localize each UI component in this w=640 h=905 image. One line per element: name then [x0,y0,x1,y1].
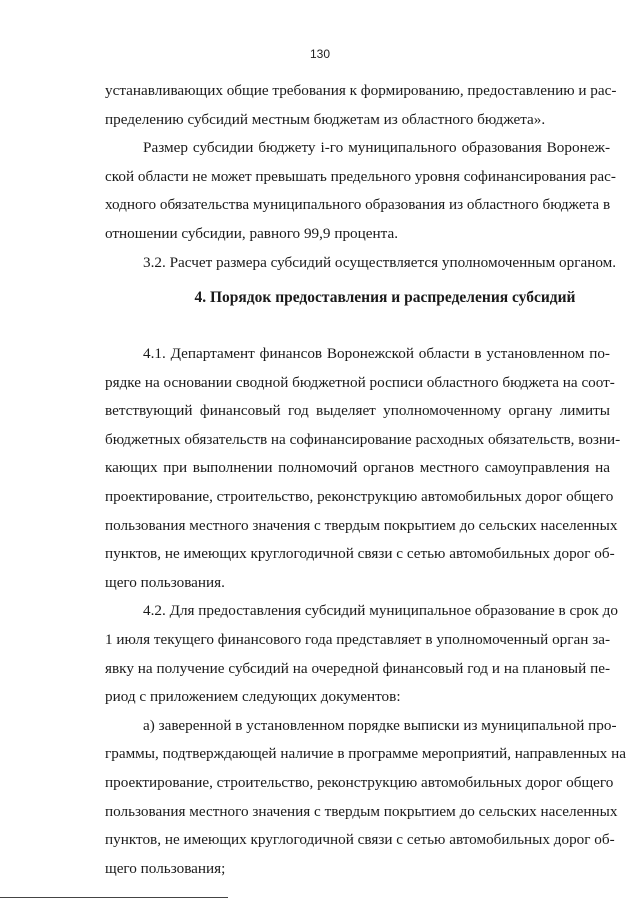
text-line: кающих при выполнении полномочий органов местного самоуправления на [105,459,610,477]
text-line: щего пользования. [105,573,225,591]
page-number: 130 [309,47,331,61]
text-line: устанавливающих общие требования к формированию, предоставлению и рас- [105,82,617,99]
paragraph-block-main [105,340,626,883]
text-line: пределению субсидий местным бюджетам из областного бюджета». [105,110,546,128]
text-line: щего пользования; [105,859,226,877]
text-line: пользования местного значения с твердым покрытием до сельских населенных [105,516,618,534]
text-line: проектирование, строительство, реконструкцию автомобильных дорог общего [105,773,614,791]
text-line: граммы, подтверждающей наличие в программе мероприятий, направленных на [105,745,626,763]
paragraph-block-top [105,77,617,277]
text-line: проектирование, строительство, реконструкцию автомобильных дорог общего [105,487,614,505]
text-line: ветствующий финансовый год выделяет уполномоченному органу лимиты [105,402,610,420]
footnote-divider [0,897,228,898]
text-line: риод с приложением следующих документов: [105,688,401,706]
text-line: бюджетных обязательств на софинансирование расходных обязательств, возни- [105,430,621,448]
text-line: а) заверенной в установленном порядке выписки из муниципальной про- [143,716,617,734]
text-line: ской области не может превышать предельного уровня софинансирования рас- [105,167,616,185]
text-line: 3.2. Расчет размера субсидий осуществляется уполномоченным органом. [143,253,617,271]
text-line: отношении субсидии, равного 99,9 процента. [105,224,398,242]
text-line: рядке на основании сводной бюджетной росписи областного бюджета на соот- [105,373,615,391]
text-line: Размер субсидии бюджету i-го муниципального образования Воронеж- [143,139,610,157]
text-line: ходного обязательства муниципального образования из областного бюджета в [105,196,611,214]
text-line: пунктов, не имеющих круглогодичной связи с сетью автомобильных дорог об- [105,831,615,849]
text-line: 4.2. Для предоставления субсидий муниципальное образование в срок до [143,602,618,620]
text-line: 4.1. Департамент финансов Воронежской области в установленном по- [143,345,610,362]
text-line: пунктов, не имеющих круглогодичной связи с сетью автомобильных дорог об- [105,545,615,563]
text-line: пользования местного значения с твердым покрытием до сельских населенных [105,802,618,820]
text-line: 1 июля текущего финансового года представляет в уполномоченный орган за- [105,630,610,648]
section-heading: 4. Порядок предоставления и распределения субсидий [194,289,576,306]
text-line: явку на получение субсидий на очередной финансовый год и на плановый пе- [105,659,610,677]
